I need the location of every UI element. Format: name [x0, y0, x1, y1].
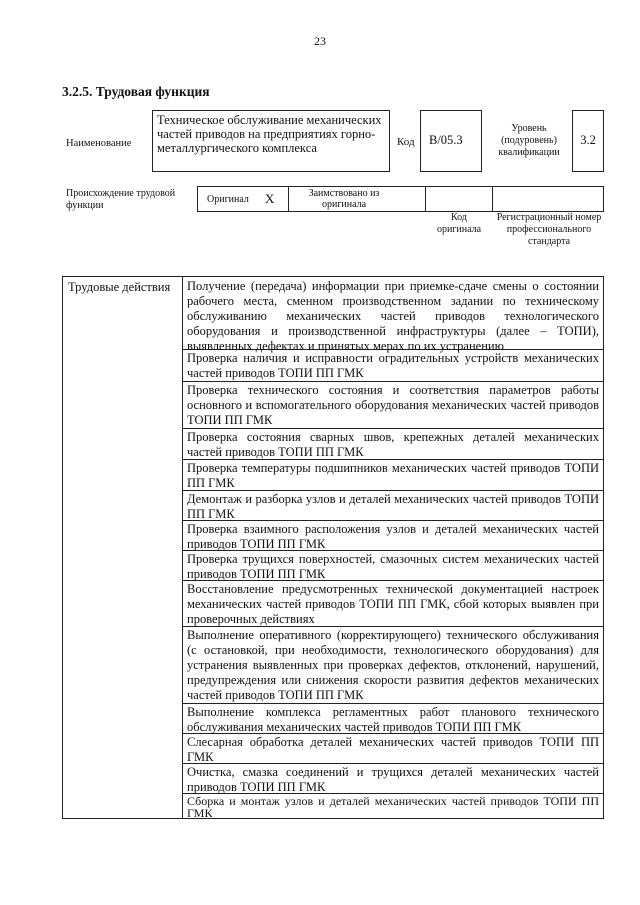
original-label: Оригинал	[207, 194, 249, 205]
name-value-box	[152, 110, 390, 172]
name-label: Наименование	[66, 138, 132, 149]
origin-reg-box	[492, 186, 604, 212]
action-row: Проверка состояния сварных швов, крепежных деталей механических частей приводов ТОПИ ПП ГМК	[183, 429, 603, 460]
action-row: Проверка температуры подшипников механических частей приводов ТОПИ ПП ГМК	[183, 460, 603, 491]
name-value: Техническое обслуживание механических частей приводов на предприятиях горно-металлургического комплекса	[157, 113, 382, 155]
code-value: В/05.3	[429, 133, 463, 147]
code-label: Код	[397, 136, 415, 148]
action-row: Выполнение комплекса регламентных работ планового технического обслуживания механических частей приводов ТОПИ ПП ГМК	[183, 704, 603, 734]
origin-label: Происхождение трудовой функции	[66, 188, 176, 211]
level-label: Уровень (подуровень) квалификации	[498, 123, 560, 158]
action-row: Очистка, смазка соединений и трущихся деталей механических частей приводов ТОПИ ПП ГМК	[183, 764, 603, 794]
actions-table	[62, 276, 604, 819]
action-row: Выполнение оперативного (корректирующего) технического обслуживания (с остановкой, при необходимости, технологического оборудования) для устранения выявленных при проверках дефектов, отклонений, нарушений, предупреждения или снижения скорости развития дефектов механических частей приводов ТОПИ ПП ГМК	[183, 627, 603, 704]
level-value: 3.2	[580, 133, 596, 147]
action-row: Демонтаж и разборка узлов и деталей механических частей приводов ТОПИ ПП ГМК	[183, 491, 603, 521]
action-row: Проверка взаимного расположения узлов и деталей механических частей приводов ТОПИ ПП ГМК	[183, 521, 603, 551]
action-row: Проверка технического состояния и соответствия параметров работы основного и вспомогательного оборудования механических частей приводов ТОПИ ПП ГМК	[183, 382, 603, 429]
action-row: Получение (передача) информации при приемке-сдаче смены о состоянии рабочего места, сменном производственном задании по техническому обслуживанию механических частей приводов технологического оборудования и производственной инфраструктуры (далее – ТОПИ), выявленных дефектах и принятых мерах по их устранению	[183, 277, 603, 350]
original-mark: X	[265, 191, 275, 206]
page-number: 23	[314, 34, 326, 48]
origin-code-box	[425, 186, 493, 212]
origin-original-box	[197, 186, 289, 212]
reg-number-caption: Регистрационный номер профессионального стандарта	[496, 212, 602, 247]
borrowed-label: Заимствовано из оригинала	[308, 188, 380, 210]
action-row: Проверка наличия и исправности оградительных устройств механических частей приводов ТОПИ ПП ГМК	[183, 350, 603, 382]
code-original-caption: Код оригинала	[436, 212, 482, 235]
code-value-box	[420, 110, 482, 172]
action-row: Проверка трущихся поверхностей, смазочных систем механических частей приводов ТОПИ ПП ГМК	[183, 551, 603, 581]
section-title: 3.2.5. Трудовая функция	[62, 84, 210, 99]
origin-borrowed-box	[288, 186, 426, 212]
action-row: Слесарная обработка деталей механических частей приводов ТОПИ ПП ГМК	[183, 734, 603, 764]
action-row: Сборка и монтаж узлов и деталей механических частей приводов ТОПИ ПП ГМК	[187, 794, 599, 820]
level-value-box	[572, 110, 604, 172]
actions-label: Трудовые действия	[68, 280, 171, 294]
action-row: Восстановление предусмотренных технической документацией настроек механических частей приводов ТОПИ ПП ГМК, сбой которых выявлен при проверочных действиях	[183, 581, 603, 627]
